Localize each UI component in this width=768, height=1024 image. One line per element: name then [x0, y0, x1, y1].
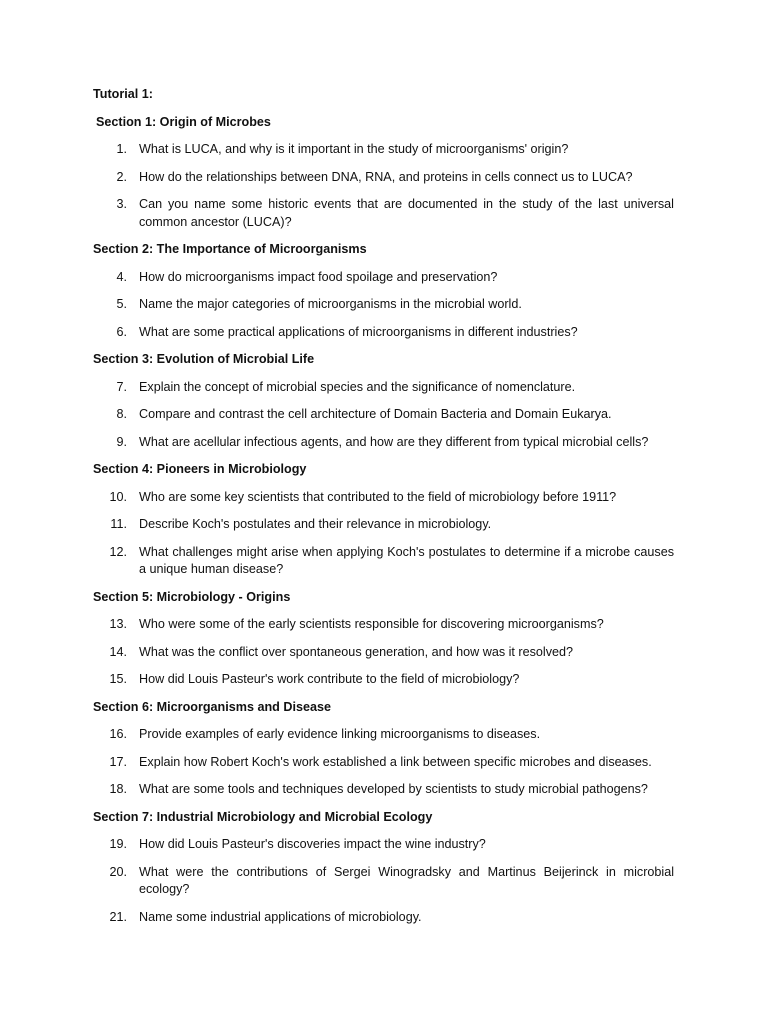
question-number: 8. [116, 407, 127, 421]
question-number: 1. [116, 142, 127, 156]
question-item [93, 754, 674, 772]
question-text: What are acellular infectious agents, and how are they different from typical microbial cells? [139, 434, 649, 449]
question-number: 12. [109, 544, 127, 559]
question-item [93, 836, 674, 854]
question-text: What were the contributions of Sergei Winogradsky and Martinus Beijerinck in microbial ecology? [139, 864, 674, 896]
question-text: How did Louis Pasteur's discoveries impact the wine industry? [139, 837, 486, 851]
question-item [93, 169, 674, 187]
question-list [93, 616, 674, 689]
section-heading: Section 3: Evolution of Microbial Life [93, 352, 315, 366]
question-text: What challenges might arise when applying Koch's postulates to determine if a microbe causes a unique human disease? [139, 544, 674, 576]
question-number: 17. [109, 754, 127, 769]
question-list [93, 141, 674, 231]
question-item [93, 726, 674, 744]
section-heading: Section 7: Industrial Microbiology and Microbial Ecology [93, 809, 433, 824]
question-item [93, 406, 674, 424]
question-number: 3. [116, 197, 127, 211]
question-number: 6. [116, 324, 127, 339]
question-item [93, 196, 674, 231]
question-text: How do the relationships between DNA, RNA, and proteins in cells connect us to LUCA? [139, 169, 633, 184]
question-item [93, 269, 674, 287]
question-item [93, 909, 674, 927]
question-text: Compare and contrast the cell architecture of Domain Bacteria and Domain Eukarya. [139, 407, 612, 421]
document-title: Tutorial 1: [93, 87, 153, 101]
section-heading: Section 5: Microbiology - Origins [93, 589, 291, 604]
question-item [93, 616, 674, 634]
question-text: Who are some key scientists that contributed to the field of microbiology before 1911? [139, 489, 617, 504]
section-heading: Section 1: Origin of Microbes [96, 114, 271, 129]
question-item [93, 781, 674, 799]
section-heading: Section 2: The Importance of Microorganisms [93, 242, 367, 256]
question-text: What are some practical applications of microorganisms in different industries? [139, 324, 578, 339]
question-item [93, 489, 674, 507]
question-item [93, 141, 674, 159]
question-number: 2. [116, 169, 127, 184]
question-number: 10. [109, 489, 127, 504]
section-heading: Section 6: Microorganisms and Disease [93, 699, 331, 714]
question-text: Explain how Robert Koch's work established a link between specific microbes and diseases. [139, 754, 652, 769]
question-list [93, 726, 674, 799]
question-number: 11. [110, 517, 127, 531]
sections-container [93, 114, 674, 927]
question-list [93, 379, 674, 452]
question-number: 20. [109, 864, 127, 879]
question-text: What are some tools and techniques developed by scientists to study microbial pathogens? [139, 782, 648, 796]
question-number: 21. [109, 909, 127, 924]
question-item [93, 516, 674, 534]
question-text: Name some industrial applications of microbiology. [139, 909, 422, 924]
question-text: Name the major categories of microorganisms in the microbial world. [139, 297, 522, 311]
question-text: Explain the concept of microbial species and the significance of nomenclature. [139, 379, 576, 394]
question-item [93, 864, 674, 899]
question-number: 7. [116, 379, 127, 394]
question-number: 16. [109, 727, 127, 741]
question-number: 5. [116, 297, 127, 311]
question-number: 9. [116, 434, 127, 449]
question-number: 14. [109, 644, 127, 659]
question-number: 13. [109, 617, 127, 631]
question-text: What was the conflict over spontaneous generation, and how was it resolved? [139, 644, 574, 659]
question-text: Can you name some historic events that are documented in the study of the last universal common ancestor (LUCA)? [139, 197, 674, 229]
question-text: Describe Koch's postulates and their relevance in microbiology. [139, 517, 492, 531]
question-number: 19. [109, 837, 127, 851]
question-item [93, 296, 674, 314]
question-item [93, 324, 674, 342]
question-item [93, 379, 674, 397]
question-item [93, 644, 674, 662]
question-number: 18. [109, 782, 127, 796]
question-item [93, 434, 674, 452]
question-text: Provide examples of early evidence linking microorganisms to diseases. [139, 727, 541, 741]
document-body [93, 86, 674, 936]
question-text: Who were some of the early scientists responsible for discovering microorganisms? [139, 617, 604, 631]
section-heading: Section 4: Pioneers in Microbiology [93, 462, 307, 476]
question-list [93, 836, 674, 926]
question-item [93, 671, 674, 689]
question-text: How do microorganisms impact food spoilage and preservation? [139, 269, 498, 284]
question-text: What is LUCA, and why is it important in the study of microorganisms' origin? [139, 142, 569, 156]
question-list [93, 269, 674, 342]
question-text: How did Louis Pasteur's work contribute to the field of microbiology? [139, 672, 520, 686]
question-item [93, 544, 674, 579]
question-list [93, 489, 674, 579]
question-number: 4. [116, 269, 127, 284]
question-number: 15. [109, 672, 127, 686]
